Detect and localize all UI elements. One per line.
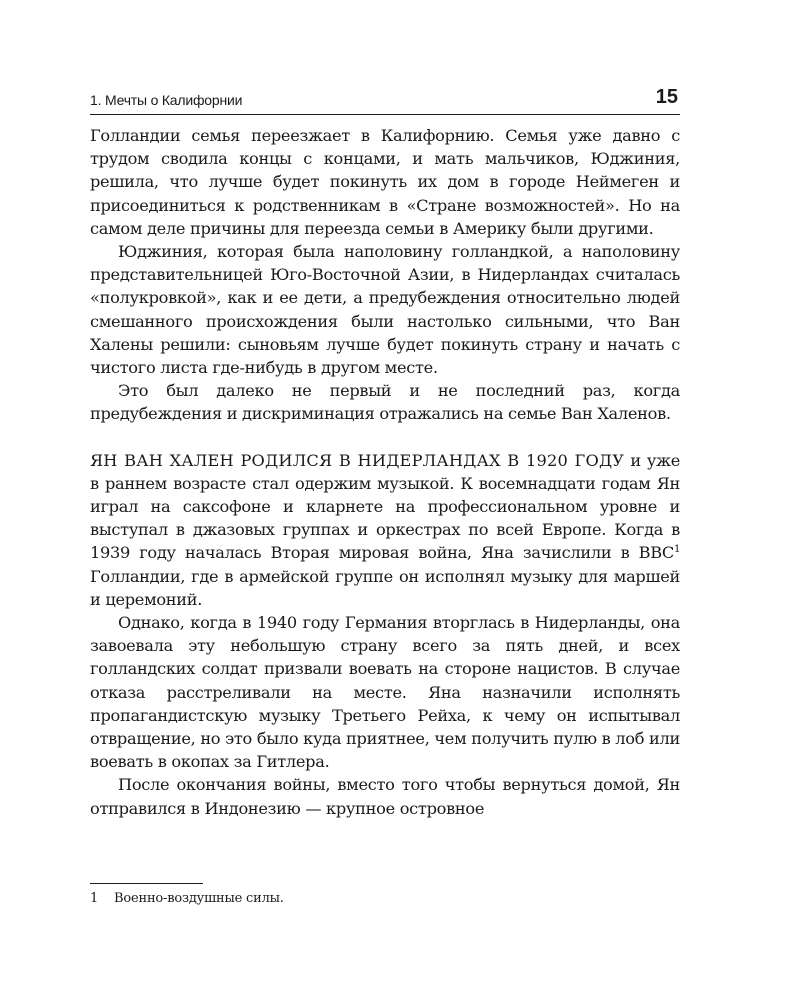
section-break: [90, 426, 680, 449]
paragraph-2: Юджиния, которая была наполовину голландкой, а наполовину представительницей Юго-Восточной Азии, в Нидерландах считалась «полукровкой», как и ее дети, а предубеждения относительно людей смешанного происхождения были настолько сильными, что Ван Халены решили: сыновьям лучше будет покинуть страну и начать с чистого листа где-нибудь в другом месте.: [90, 242, 680, 378]
paragraph-3: Это был далеко не первый и не последний раз, когда предубеждения и дискриминация отражались на семье Ван Халенов.: [90, 381, 680, 424]
footnote-reference: 1: [673, 544, 680, 556]
main-text: [90, 124, 680, 820]
page-header: [90, 86, 680, 115]
footnote-text: Военно-воздушные силы.: [114, 891, 284, 906]
footnote-marker: 1: [90, 891, 99, 906]
page-number: 15: [655, 86, 678, 108]
paragraph-6: После окончания войны, вместо того чтобы вернуться домой, Ян отправился в Индонезию — крупное островное: [90, 775, 680, 818]
section-lead-caps: ЯН ВАН ХАЛЕН РОДИЛСЯ В НИДЕРЛАНДАХ В 1920 ГОДУ: [90, 450, 625, 470]
paragraph-4-text-b: Голландии, где в армейской группе он исполнял музыку для маршей и церемоний.: [90, 566, 680, 609]
paragraph-4-text-a: и уже в раннем возрасте стал одержим музыкой. К восемнадцати годам Ян играл на саксофоне и кларнете на профессиональном уровне и выступал в джазовых группах и оркестрах по всей Европе. Когда в 1939 году началась Вторая мировая война, Яна зачислили в ВВС: [90, 450, 680, 563]
footnote-divider: [90, 883, 203, 884]
paragraph-5: Однако, когда в 1940 году Германия вторглась в Нидерланды, она завоевала эту небольшую страну всего за пять дней, и всех голландских солдат призвали воевать на стороне нацистов. В случае отказа расстреливали на месте. Яна назначили исполнять пропагандистскую музыку Третьего Рейха, к чему он испытывал отвращение, но это было куда приятнее, чем получить пулю в лоб или воевать в окопах за Гитлера.: [90, 613, 680, 772]
paragraph-4: [90, 449, 680, 611]
paragraph-1: Голландии семья переезжает в Калифорнию. Семья уже давно с трудом сводила концы с концами, и мать мальчиков, Юджиния, решила, что лучше будет покинуть их дом в городе Неймеген и присоединиться к родственникам в «Стране возможностей». Но на самом деле причины для переезда семьи в Америку были другими.: [90, 126, 680, 238]
running-head: 1. Мечты о Калифорнии: [90, 92, 243, 108]
footnote: [90, 890, 680, 908]
